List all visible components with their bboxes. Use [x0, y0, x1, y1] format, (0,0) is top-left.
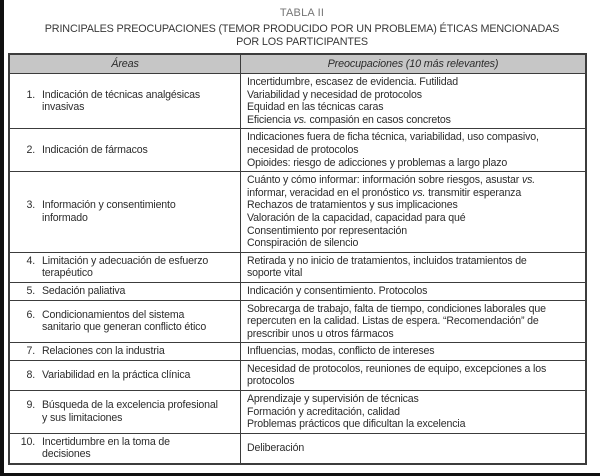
- area-cell: [9, 252, 241, 282]
- area-line: Limitación y adecuación de esfuerzo: [42, 254, 209, 267]
- area-number: 5.: [26, 284, 35, 297]
- concern-segment: prescribir unos u otros fármacos: [247, 327, 394, 340]
- area-cell: [9, 172, 241, 253]
- table-row: [9, 282, 586, 300]
- concern-segment: transmitir esperanza: [425, 186, 522, 199]
- area-line: terapéutico: [42, 267, 93, 280]
- area-cell: [9, 433, 241, 464]
- concern-line: [247, 89, 581, 102]
- area-number: 3.: [26, 199, 35, 212]
- concern-line: [247, 114, 581, 127]
- concerns-cell: [241, 282, 587, 300]
- concerns-table: [8, 53, 587, 465]
- concern-line: [247, 212, 581, 225]
- concern-line: [247, 199, 581, 212]
- area-cell: [9, 343, 241, 361]
- concern-segment: Incertidumbre, escasez de evidencia. Futilidad: [247, 76, 458, 88]
- concern-segment: Consentimiento por representación: [247, 224, 407, 237]
- concern-line: [247, 393, 581, 406]
- area-text: [42, 144, 237, 157]
- area-wrap: [15, 144, 237, 157]
- concern-segment: Rechazos de tratamientos y sus implicaciones: [247, 199, 458, 212]
- area-line: Búsqueda de la excelencia profesional: [42, 399, 218, 412]
- concern-line: [247, 345, 581, 358]
- concern-segment: protocolos: [247, 375, 295, 388]
- table-title: TABLA II: [279, 7, 325, 19]
- area-number: 6.: [26, 308, 35, 321]
- concern-segment: Eficiencia: [247, 113, 294, 126]
- concern-segment: Indicaciones fuera de ficha técnica, variabilidad, uso compasivo,: [247, 131, 539, 144]
- area-number: 7.: [26, 345, 35, 358]
- concern-line: [247, 267, 581, 280]
- area-line: decisiones: [42, 448, 91, 461]
- concern-line: [247, 225, 581, 238]
- table-body: [9, 74, 586, 465]
- table-row: [9, 129, 586, 172]
- concern-segment: necesidad de protocolos: [247, 143, 359, 156]
- concern-line: [247, 144, 581, 157]
- concern-line: [247, 237, 581, 250]
- concerns-cell: [241, 252, 587, 282]
- concern-line: [247, 418, 581, 431]
- concerns-cell: [241, 433, 587, 464]
- area-cell: [9, 282, 241, 300]
- table-row: [9, 300, 586, 343]
- table-row: [9, 391, 586, 434]
- concern-segment: Formación y acreditación, calidad: [247, 405, 400, 418]
- area-wrap: [15, 309, 237, 334]
- area-number: 8.: [26, 369, 35, 382]
- area-wrap: [15, 399, 237, 424]
- concern-segment: Variabilidad y necesidad de protocolos: [247, 88, 422, 101]
- concern-line: [247, 131, 581, 144]
- area-line: Indicación de fármacos: [42, 143, 148, 156]
- concern-segment: Equidad en las técnicas caras: [247, 101, 384, 114]
- area-line: y sus limitaciones: [42, 411, 123, 424]
- header-row: [9, 54, 586, 74]
- concern-line: [247, 375, 581, 388]
- concern-line: [247, 174, 581, 187]
- area-cell: [9, 360, 241, 390]
- area-text: [42, 436, 237, 461]
- concerns-cell: [241, 74, 587, 129]
- concern-segment: Aprendizaje y supervisión de técnicas: [247, 393, 419, 406]
- concern-line: [247, 101, 581, 114]
- table-row: [9, 360, 586, 390]
- area-text: [42, 345, 237, 358]
- column-header-areas: Áreas: [9, 54, 241, 74]
- subtitle-line: POR LOS PARTICIPANTES: [236, 36, 368, 48]
- area-line: invasivas: [42, 101, 85, 114]
- table-row: [9, 252, 586, 282]
- table-header: [9, 54, 586, 74]
- concerns-cell: [241, 129, 587, 172]
- area-cell: [9, 129, 241, 172]
- area-wrap: [15, 255, 237, 280]
- concern-line: [247, 406, 581, 419]
- table-row: [9, 74, 586, 129]
- subtitle-line: PRINCIPALES PREOCUPACIONES (TEMOR PRODUCIDO POR UN PROBLEMA) ÉTICAS MENCIONADAS: [44, 23, 560, 35]
- concerns-cell: [241, 343, 587, 361]
- area-text: [42, 369, 237, 382]
- concern-segment-italic: vs.: [521, 174, 536, 187]
- concern-segment-italic: vs.: [293, 113, 307, 126]
- concern-segment: Retirada y no inicio de tratamientos, incluidos tratamientos de: [247, 254, 527, 267]
- concern-segment: Cuánto y cómo informar: información sobre riesgos, asustar: [247, 174, 522, 187]
- area-number: 1.: [26, 88, 35, 101]
- area-wrap: [15, 89, 237, 114]
- area-line: Incertidumbre en la toma de: [42, 435, 170, 448]
- area-line: sanitario que generan conflicto ético: [42, 321, 207, 334]
- table-caption: [10, 7, 594, 49]
- area-line: informado: [42, 211, 88, 224]
- concerns-cell: [241, 300, 587, 343]
- concern-segment: informar, veracidad en el pronóstico: [247, 186, 413, 199]
- area-cell: [9, 74, 241, 129]
- area-cell: [9, 391, 241, 434]
- area-text: [42, 309, 237, 334]
- area-number: 4.: [26, 254, 35, 267]
- area-wrap: [15, 285, 237, 298]
- concern-segment: Sobrecarga de trabajo, falta de tiempo, condiciones laborales que: [247, 302, 546, 315]
- concern-segment: Opioides: riesgo de adicciones y problemas a largo plazo: [247, 156, 508, 169]
- concern-segment: Necesidad de protocolos, reuniones de equipo, excepciones a los: [247, 362, 547, 375]
- area-line: Información y consentimiento: [42, 199, 176, 212]
- concern-line: [247, 157, 581, 170]
- concern-segment: Problemas prácticos que dificultan la excelencia: [247, 418, 466, 431]
- table-row: [9, 172, 586, 253]
- concern-line: [247, 303, 581, 316]
- concern-line: [247, 442, 581, 455]
- area-text: [42, 255, 237, 280]
- concerns-cell: [241, 391, 587, 434]
- concern-line: [247, 255, 581, 268]
- concern-segment: Valoración de la capacidad, capacidad para qué: [247, 211, 466, 224]
- concern-line: [247, 187, 581, 200]
- area-text: [42, 199, 237, 224]
- concern-line: [247, 363, 581, 376]
- table-subtitle: [10, 23, 594, 49]
- area-wrap: [15, 199, 237, 224]
- area-text: [42, 89, 237, 114]
- area-line: Condicionamientos del sistema: [42, 308, 185, 321]
- area-text: [42, 285, 237, 298]
- area-text: [42, 399, 237, 424]
- concern-segment: soporte vital: [247, 267, 303, 280]
- concern-segment: Conspiración de silencio: [247, 237, 359, 250]
- area-wrap: [15, 369, 237, 382]
- area-number: 9.: [26, 399, 35, 412]
- area-line: Sedación paliativa: [42, 284, 126, 297]
- table-row: [9, 343, 586, 361]
- area-line: Relaciones con la industria: [42, 345, 165, 358]
- concern-segment: Influencias, modas, conflicto de intereses: [247, 345, 435, 358]
- concern-line: [247, 285, 581, 298]
- column-header-preocupaciones: Preocupaciones (10 más relevantes): [241, 54, 587, 74]
- area-number: 10.: [20, 435, 35, 448]
- concern-segment: Indicación y consentimiento. Protocolos: [247, 284, 428, 297]
- scan-edge-bar-left: [0, 0, 4, 476]
- table-row: [9, 433, 586, 464]
- concern-segment: compasión en casos concretos: [306, 113, 451, 126]
- concern-line: [247, 315, 581, 328]
- area-cell: [9, 300, 241, 343]
- area-wrap: [15, 345, 237, 358]
- concern-line: [247, 76, 581, 89]
- concern-segment: repercuten en la calidad. Listas de espera. “Recomendación” de: [247, 315, 539, 328]
- concern-segment-italic: vs.: [412, 186, 426, 199]
- area-number: 2.: [26, 143, 35, 156]
- concerns-cell: [241, 172, 587, 253]
- concern-line: [247, 328, 581, 341]
- area-wrap: [15, 436, 237, 461]
- concerns-cell: [241, 360, 587, 390]
- area-line: Variabilidad en la práctica clínica: [42, 369, 191, 382]
- concern-segment: Deliberación: [247, 442, 305, 455]
- area-line: Indicación de técnicas analgésicas: [42, 88, 201, 101]
